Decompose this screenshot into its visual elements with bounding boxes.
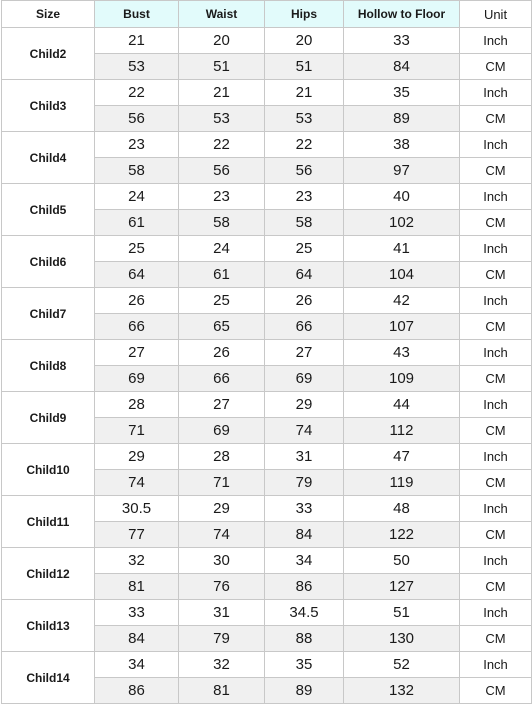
hips-cell: 69 bbox=[265, 366, 344, 392]
hips-cell: 79 bbox=[265, 470, 344, 496]
hips-cell: 29 bbox=[265, 392, 344, 418]
hollow-to-floor-cell: 40 bbox=[344, 184, 460, 210]
unit-cell: CM bbox=[460, 314, 532, 340]
table-row-inch bbox=[2, 288, 532, 314]
waist-cell: 56 bbox=[179, 158, 265, 184]
hollow-to-floor-cell: 132 bbox=[344, 678, 460, 704]
bust-cell: 29 bbox=[95, 444, 179, 470]
waist-cell: 29 bbox=[179, 496, 265, 522]
hollow-to-floor-cell: 44 bbox=[344, 392, 460, 418]
unit-cell: CM bbox=[460, 262, 532, 288]
hips-cell: 25 bbox=[265, 236, 344, 262]
bust-cell: 86 bbox=[95, 678, 179, 704]
hollow-to-floor-cell: 47 bbox=[344, 444, 460, 470]
hips-cell: 20 bbox=[265, 28, 344, 54]
waist-cell: 79 bbox=[179, 626, 265, 652]
unit-cell: CM bbox=[460, 158, 532, 184]
hollow-to-floor-cell: 42 bbox=[344, 288, 460, 314]
header-hollow-to-floor: Hollow to Floor bbox=[344, 1, 460, 28]
header-size: Size bbox=[2, 1, 95, 28]
waist-cell: 20 bbox=[179, 28, 265, 54]
bust-cell: 69 bbox=[95, 366, 179, 392]
table-row-inch bbox=[2, 496, 532, 522]
bust-cell: 77 bbox=[95, 522, 179, 548]
bust-cell: 58 bbox=[95, 158, 179, 184]
waist-cell: 31 bbox=[179, 600, 265, 626]
bust-cell: 27 bbox=[95, 340, 179, 366]
hollow-to-floor-cell: 52 bbox=[344, 652, 460, 678]
size-label: Child14 bbox=[2, 652, 95, 704]
table-row-inch bbox=[2, 184, 532, 210]
unit-cell: CM bbox=[460, 522, 532, 548]
unit-cell: CM bbox=[460, 626, 532, 652]
waist-cell: 32 bbox=[179, 652, 265, 678]
unit-cell: Inch bbox=[460, 80, 532, 106]
hips-cell: 21 bbox=[265, 80, 344, 106]
unit-cell: Inch bbox=[460, 236, 532, 262]
bust-cell: 26 bbox=[95, 288, 179, 314]
hollow-to-floor-cell: 102 bbox=[344, 210, 460, 236]
unit-cell: Inch bbox=[460, 28, 532, 54]
waist-cell: 23 bbox=[179, 184, 265, 210]
hips-cell: 35 bbox=[265, 652, 344, 678]
hips-cell: 23 bbox=[265, 184, 344, 210]
hips-cell: 31 bbox=[265, 444, 344, 470]
hips-cell: 34 bbox=[265, 548, 344, 574]
table-row-inch bbox=[2, 548, 532, 574]
size-label: Child9 bbox=[2, 392, 95, 444]
table-row-inch bbox=[2, 340, 532, 366]
unit-cell: Inch bbox=[460, 392, 532, 418]
waist-cell: 76 bbox=[179, 574, 265, 600]
hollow-to-floor-cell: 104 bbox=[344, 262, 460, 288]
bust-cell: 30.5 bbox=[95, 496, 179, 522]
hips-cell: 34.5 bbox=[265, 600, 344, 626]
size-label: Child5 bbox=[2, 184, 95, 236]
size-label: Child12 bbox=[2, 548, 95, 600]
size-chart-table bbox=[1, 0, 532, 704]
unit-cell: Inch bbox=[460, 548, 532, 574]
table-row-inch bbox=[2, 444, 532, 470]
table-row-inch bbox=[2, 392, 532, 418]
header-waist: Waist bbox=[179, 1, 265, 28]
waist-cell: 65 bbox=[179, 314, 265, 340]
waist-cell: 71 bbox=[179, 470, 265, 496]
table-row-inch bbox=[2, 652, 532, 678]
hollow-to-floor-cell: 35 bbox=[344, 80, 460, 106]
hollow-to-floor-cell: 48 bbox=[344, 496, 460, 522]
bust-cell: 28 bbox=[95, 392, 179, 418]
waist-cell: 22 bbox=[179, 132, 265, 158]
table-row-inch bbox=[2, 600, 532, 626]
bust-cell: 32 bbox=[95, 548, 179, 574]
unit-cell: CM bbox=[460, 470, 532, 496]
unit-cell: Inch bbox=[460, 652, 532, 678]
unit-cell: CM bbox=[460, 366, 532, 392]
size-label: Child2 bbox=[2, 28, 95, 80]
hips-cell: 66 bbox=[265, 314, 344, 340]
table-row-inch bbox=[2, 28, 532, 54]
waist-cell: 24 bbox=[179, 236, 265, 262]
waist-cell: 25 bbox=[179, 288, 265, 314]
hips-cell: 86 bbox=[265, 574, 344, 600]
bust-cell: 81 bbox=[95, 574, 179, 600]
hips-cell: 89 bbox=[265, 678, 344, 704]
size-label: Child10 bbox=[2, 444, 95, 496]
size-label: Child3 bbox=[2, 80, 95, 132]
hips-cell: 22 bbox=[265, 132, 344, 158]
unit-cell: Inch bbox=[460, 444, 532, 470]
waist-cell: 69 bbox=[179, 418, 265, 444]
waist-cell: 53 bbox=[179, 106, 265, 132]
bust-cell: 66 bbox=[95, 314, 179, 340]
bust-cell: 24 bbox=[95, 184, 179, 210]
hollow-to-floor-cell: 127 bbox=[344, 574, 460, 600]
size-label: Child13 bbox=[2, 600, 95, 652]
bust-cell: 33 bbox=[95, 600, 179, 626]
size-label: Child4 bbox=[2, 132, 95, 184]
bust-cell: 23 bbox=[95, 132, 179, 158]
waist-cell: 74 bbox=[179, 522, 265, 548]
size-chart-body bbox=[2, 28, 532, 704]
hips-cell: 74 bbox=[265, 418, 344, 444]
bust-cell: 74 bbox=[95, 470, 179, 496]
waist-cell: 26 bbox=[179, 340, 265, 366]
hollow-to-floor-cell: 89 bbox=[344, 106, 460, 132]
hips-cell: 88 bbox=[265, 626, 344, 652]
table-row-inch bbox=[2, 132, 532, 158]
hollow-to-floor-cell: 43 bbox=[344, 340, 460, 366]
waist-cell: 51 bbox=[179, 54, 265, 80]
bust-cell: 21 bbox=[95, 28, 179, 54]
bust-cell: 64 bbox=[95, 262, 179, 288]
size-label: Child6 bbox=[2, 236, 95, 288]
hollow-to-floor-cell: 119 bbox=[344, 470, 460, 496]
waist-cell: 81 bbox=[179, 678, 265, 704]
hollow-to-floor-cell: 33 bbox=[344, 28, 460, 54]
hips-cell: 26 bbox=[265, 288, 344, 314]
bust-cell: 34 bbox=[95, 652, 179, 678]
hips-cell: 33 bbox=[265, 496, 344, 522]
bust-cell: 61 bbox=[95, 210, 179, 236]
waist-cell: 21 bbox=[179, 80, 265, 106]
unit-cell: Inch bbox=[460, 600, 532, 626]
hollow-to-floor-cell: 84 bbox=[344, 54, 460, 80]
header-row bbox=[2, 1, 532, 28]
hips-cell: 27 bbox=[265, 340, 344, 366]
hips-cell: 58 bbox=[265, 210, 344, 236]
size-label: Child11 bbox=[2, 496, 95, 548]
unit-cell: CM bbox=[460, 678, 532, 704]
hips-cell: 51 bbox=[265, 54, 344, 80]
hollow-to-floor-cell: 107 bbox=[344, 314, 460, 340]
hollow-to-floor-cell: 122 bbox=[344, 522, 460, 548]
unit-cell: Inch bbox=[460, 496, 532, 522]
bust-cell: 22 bbox=[95, 80, 179, 106]
table-row-inch bbox=[2, 80, 532, 106]
unit-cell: CM bbox=[460, 210, 532, 236]
header-unit: Unit bbox=[460, 1, 532, 28]
unit-cell: Inch bbox=[460, 132, 532, 158]
hips-cell: 64 bbox=[265, 262, 344, 288]
size-label: Child7 bbox=[2, 288, 95, 340]
waist-cell: 66 bbox=[179, 366, 265, 392]
unit-cell: CM bbox=[460, 106, 532, 132]
unit-cell: Inch bbox=[460, 288, 532, 314]
bust-cell: 84 bbox=[95, 626, 179, 652]
unit-cell: CM bbox=[460, 54, 532, 80]
unit-cell: CM bbox=[460, 574, 532, 600]
hollow-to-floor-cell: 112 bbox=[344, 418, 460, 444]
hollow-to-floor-cell: 51 bbox=[344, 600, 460, 626]
hips-cell: 84 bbox=[265, 522, 344, 548]
hollow-to-floor-cell: 50 bbox=[344, 548, 460, 574]
table-row-inch bbox=[2, 236, 532, 262]
waist-cell: 30 bbox=[179, 548, 265, 574]
hollow-to-floor-cell: 130 bbox=[344, 626, 460, 652]
hips-cell: 53 bbox=[265, 106, 344, 132]
bust-cell: 25 bbox=[95, 236, 179, 262]
hollow-to-floor-cell: 97 bbox=[344, 158, 460, 184]
waist-cell: 58 bbox=[179, 210, 265, 236]
bust-cell: 71 bbox=[95, 418, 179, 444]
unit-cell: Inch bbox=[460, 340, 532, 366]
bust-cell: 53 bbox=[95, 54, 179, 80]
waist-cell: 27 bbox=[179, 392, 265, 418]
hollow-to-floor-cell: 41 bbox=[344, 236, 460, 262]
unit-cell: Inch bbox=[460, 184, 532, 210]
header-bust: Bust bbox=[95, 1, 179, 28]
hollow-to-floor-cell: 38 bbox=[344, 132, 460, 158]
size-label: Child8 bbox=[2, 340, 95, 392]
hollow-to-floor-cell: 109 bbox=[344, 366, 460, 392]
waist-cell: 28 bbox=[179, 444, 265, 470]
header-hips: Hips bbox=[265, 1, 344, 28]
waist-cell: 61 bbox=[179, 262, 265, 288]
bust-cell: 56 bbox=[95, 106, 179, 132]
unit-cell: CM bbox=[460, 418, 532, 444]
hips-cell: 56 bbox=[265, 158, 344, 184]
